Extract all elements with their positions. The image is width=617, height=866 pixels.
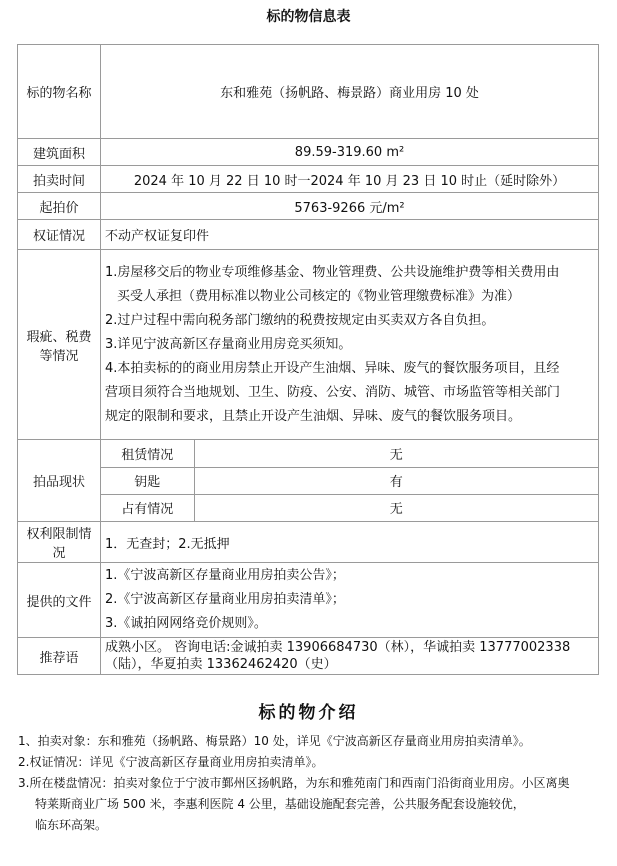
row-value: 5763-9266 元/m² (101, 193, 599, 220)
status-value: 有 (194, 467, 598, 494)
intro-line: 3.所在楼盘情况：拍卖对象位于宁波市鄞州区扬帆路，为东和雅苑南门和西南门沿街商业用房。小区离奥 (18, 776, 570, 790)
docs-list (101, 563, 599, 638)
intro-line: 临东环高架。 (35, 818, 108, 832)
list-item: 3.详见宁波高新区存量商业用房竞买须知。 (105, 336, 352, 352)
list-item: 规定的限制和要求，且禁止开设产生油烟、异味、废气的餐饮服务项目。 (105, 408, 522, 424)
table-row (101, 494, 598, 521)
status-label: 钥匙 (101, 467, 194, 494)
status-value: 无 (194, 494, 598, 521)
row-label: 推荐语 (18, 638, 101, 675)
row-value: 成熟小区。 咨询电话:金诚拍卖 13906684730（林），华诚拍卖 13777002338（陆），华夏拍卖 13362462420（史） (101, 638, 599, 675)
row-label: 拍品现状 (18, 440, 101, 522)
row-value: 不动产权证复印件 (101, 220, 599, 250)
list-item: 1.《宁波高新区存量商业用房拍卖公告》； (105, 568, 345, 583)
list-item: 2.过户过程中需向税务部门缴纳的税费按规定由买卖双方各自负担。 (105, 312, 495, 328)
table-row (101, 467, 598, 494)
row-label: 瑕疵、税费等情况 (18, 250, 101, 440)
row-label: 起拍价 (18, 193, 101, 220)
row-status (18, 440, 599, 522)
row-docs (18, 563, 599, 638)
list-item: 1.房屋移交后的物业专项维修基金、物业管理费、公共设施维护费等相关费用由 (105, 264, 560, 280)
defects-list (101, 250, 599, 440)
row-value: 2024 年 10 月 22 日 10 时一2024 年 10 月 23 日 10 时止（延时除外） (101, 166, 599, 193)
status-value: 无 (194, 440, 598, 467)
row-label: 建筑面积 (18, 139, 101, 166)
row-recommend (18, 638, 599, 675)
list-item: 4.本拍卖标的的商业用房禁止开设产生油烟、异味、废气的餐饮服务项目，且经 (105, 360, 560, 376)
page-title: 标的物信息表 (266, 9, 351, 25)
intro-line: 1、拍卖对象：东和雅苑（扬帆路、梅景路）10 处，详见《宁波高新区存量商业用房拍卖清单》。 (18, 734, 531, 748)
row-name (18, 45, 599, 139)
status-subtable (101, 440, 598, 521)
table-row (101, 440, 598, 467)
row-area (18, 139, 599, 166)
list-item: 2.《宁波高新区存量商业用房拍卖清单》； (105, 592, 345, 607)
row-label: 权证情况 (18, 220, 101, 250)
status-label: 租赁情况 (101, 440, 194, 467)
list-item: 营项目须符合当地规划、卫生、防疫、公安、消防、城管、市场监管等相关部门 (105, 384, 561, 400)
status-label: 占有情况 (101, 494, 194, 521)
row-label: 拍卖时间 (18, 166, 101, 193)
info-table (17, 44, 599, 675)
row-value: 1．无查封；2.无抵押 (101, 522, 599, 563)
row-restrict (18, 522, 599, 563)
row-price (18, 193, 599, 220)
row-rights (18, 220, 599, 250)
intro-line: 特莱斯商业广场 500 米，李惠利医院 4 公里，基础设施配套完善，公共服务配套设施较优， (35, 797, 525, 811)
row-label: 权利限制情况 (18, 522, 101, 563)
list-item: 3.《诚拍网网络竞价规则》。 (105, 616, 267, 631)
list-item: 买受人承担（费用标准以物业公司核定的《物业管理缴费标准》为准） (117, 288, 521, 304)
row-time (18, 166, 599, 193)
row-label: 提供的文件 (18, 563, 101, 638)
intro-title: 标的物介绍 (258, 703, 359, 723)
row-value: 89.59-319.60 m² (101, 139, 599, 166)
row-label: 标的物名称 (18, 45, 101, 139)
intro-section (18, 731, 610, 836)
row-value: 东和雅苑（扬帆路、梅景路）商业用房 10 处 (101, 45, 599, 139)
intro-line: 2.权证情况：详见《宁波高新区存量商业用房拍卖清单》。 (18, 755, 324, 769)
row-defects (18, 250, 599, 440)
